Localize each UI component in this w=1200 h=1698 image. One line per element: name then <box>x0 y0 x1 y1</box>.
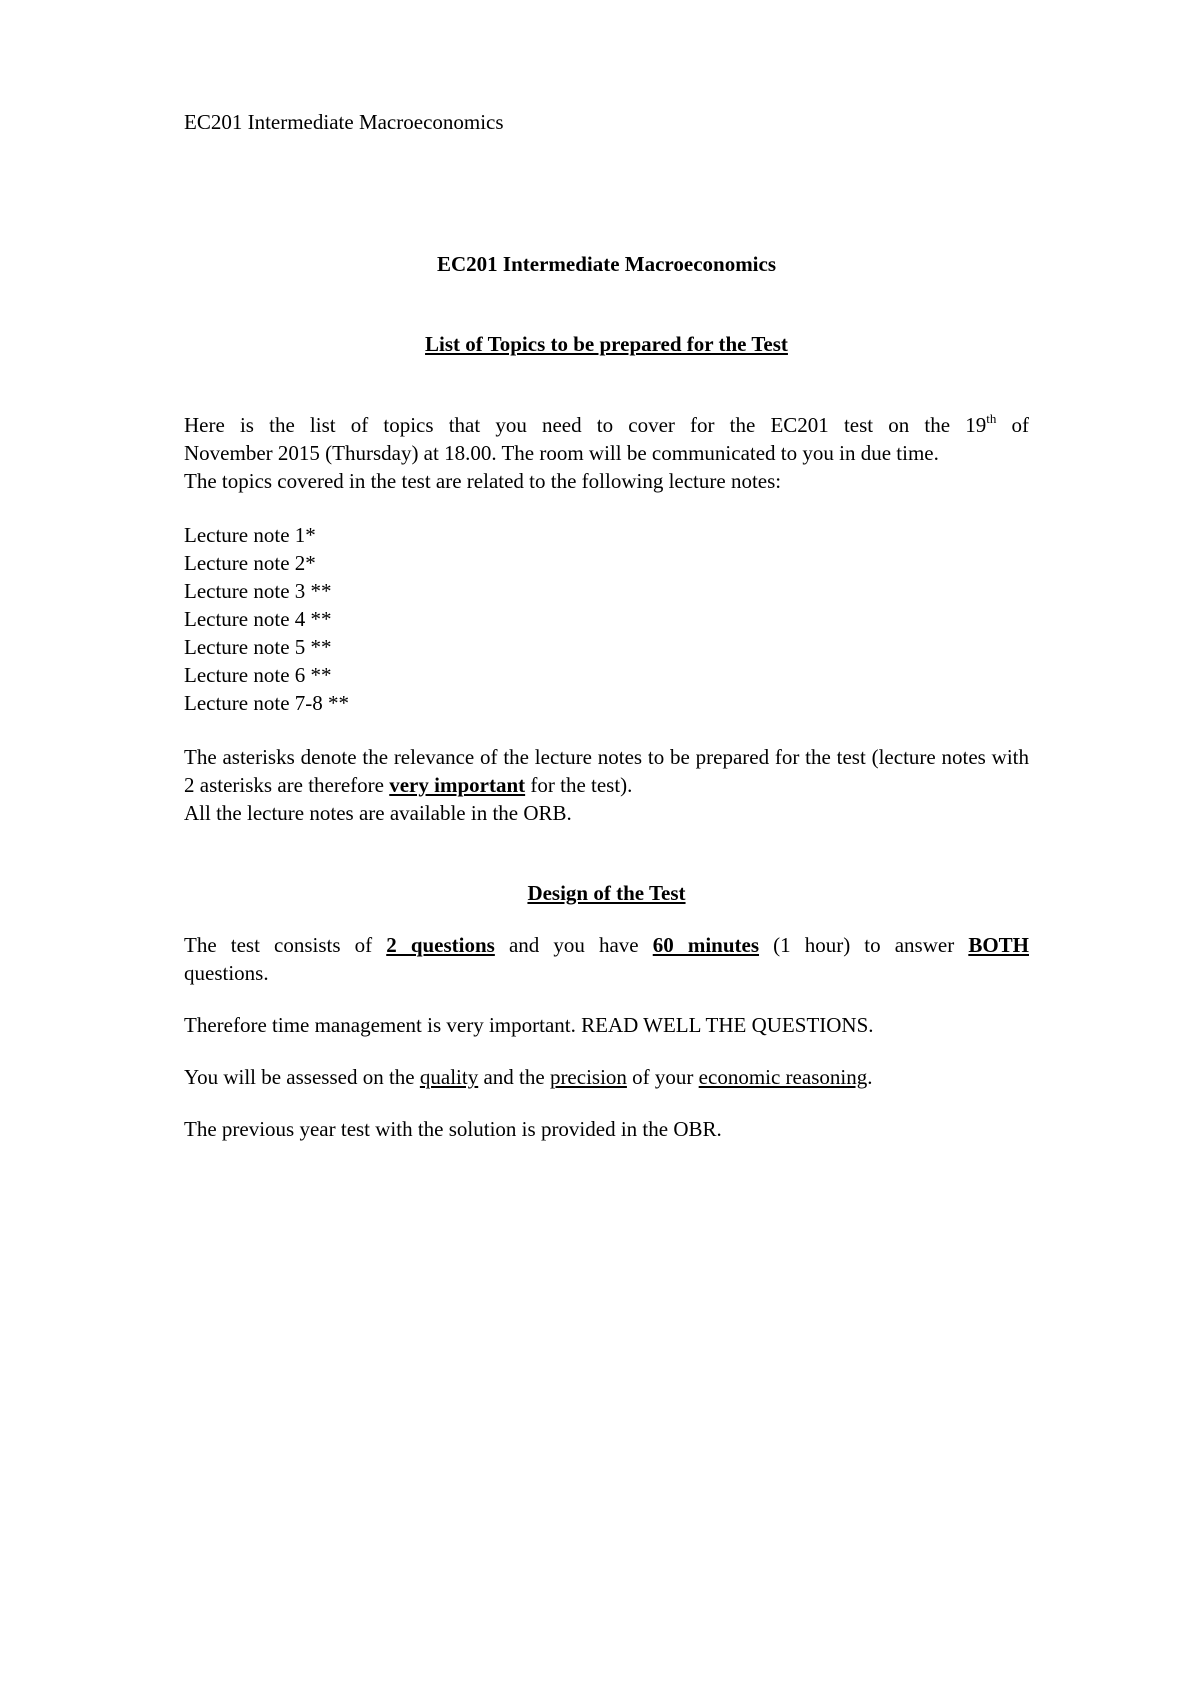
assessment-text: of your <box>626 1065 699 1089</box>
asterisks-text-end: for the test). <box>525 773 633 797</box>
consists-line-1 <box>184 931 1029 959</box>
list-item: Lecture note 5 ** <box>184 635 332 659</box>
document-title: EC201 Intermediate Macroeconomics <box>436 252 777 276</box>
quality-emphasis: quality <box>419 1065 479 1089</box>
ordinal-suffix: th <box>986 411 997 426</box>
consists-text: The test consists of <box>184 933 387 957</box>
previous-year-line: The previous year test with the solution is provided in the OBR. <box>184 1117 722 1141</box>
sixty-minutes-emphasis: 60 minutes <box>652 933 760 957</box>
consists-text: (1 hour) to answer <box>759 933 969 957</box>
list-item: Lecture note 2* <box>184 551 316 575</box>
section-heading-topics: List of Topics to be prepared for the Test <box>425 332 788 356</box>
two-questions-emphasis: 2 questions <box>386 933 495 957</box>
assessment-text: and the <box>478 1065 550 1089</box>
asterisks-paragraph <box>184 743 1029 799</box>
running-header: EC201 Intermediate Macroeconomics <box>184 110 504 134</box>
assessment-text: You will be assessed on the <box>184 1065 420 1089</box>
both-emphasis: BOTH <box>968 933 1029 957</box>
intro-paragraph-rest: November 2015 (Thursday) at 18.00. The room will be communicated to you in due time. <box>184 441 939 465</box>
list-item: Lecture note 7-8 ** <box>184 691 350 715</box>
time-management-line: Therefore time management is very important. READ WELL THE QUESTIONS. <box>184 1013 874 1037</box>
asterisks-text: The asterisks denote the relevance of the lecture notes to be prepared for the test (lecture notes with 2 asterisks are therefore <box>184 745 1029 797</box>
intro-line-1-end: of <box>996 413 1030 437</box>
consists-line-2: questions. <box>184 961 269 985</box>
economic-reasoning-emphasis: economic reasoning <box>698 1065 868 1089</box>
very-important-emphasis: very important <box>389 773 526 797</box>
section-heading-design: Design of the Test <box>527 881 686 905</box>
assessment-text: . <box>867 1065 873 1089</box>
lecture-notes-list <box>184 521 1029 717</box>
availability-line: All the lecture notes are available in the ORB. <box>184 801 572 825</box>
precision-emphasis: precision <box>549 1065 627 1089</box>
list-item: Lecture note 6 ** <box>184 663 332 687</box>
list-item: Lecture note 4 ** <box>184 607 332 631</box>
intro-line-1-text: Here is the list of topics that you need to cover for the EC201 test on the 19 <box>184 413 987 437</box>
intro-line-1 <box>184 411 1029 439</box>
intro-topics-line: The topics covered in the test are related to the following lecture notes: <box>184 469 782 493</box>
list-item: Lecture note 1* <box>184 523 316 547</box>
assessment-line <box>184 1063 1029 1091</box>
consists-text: and you have <box>494 933 653 957</box>
document-body <box>184 250 1029 1143</box>
list-item: Lecture note 3 ** <box>184 579 332 603</box>
